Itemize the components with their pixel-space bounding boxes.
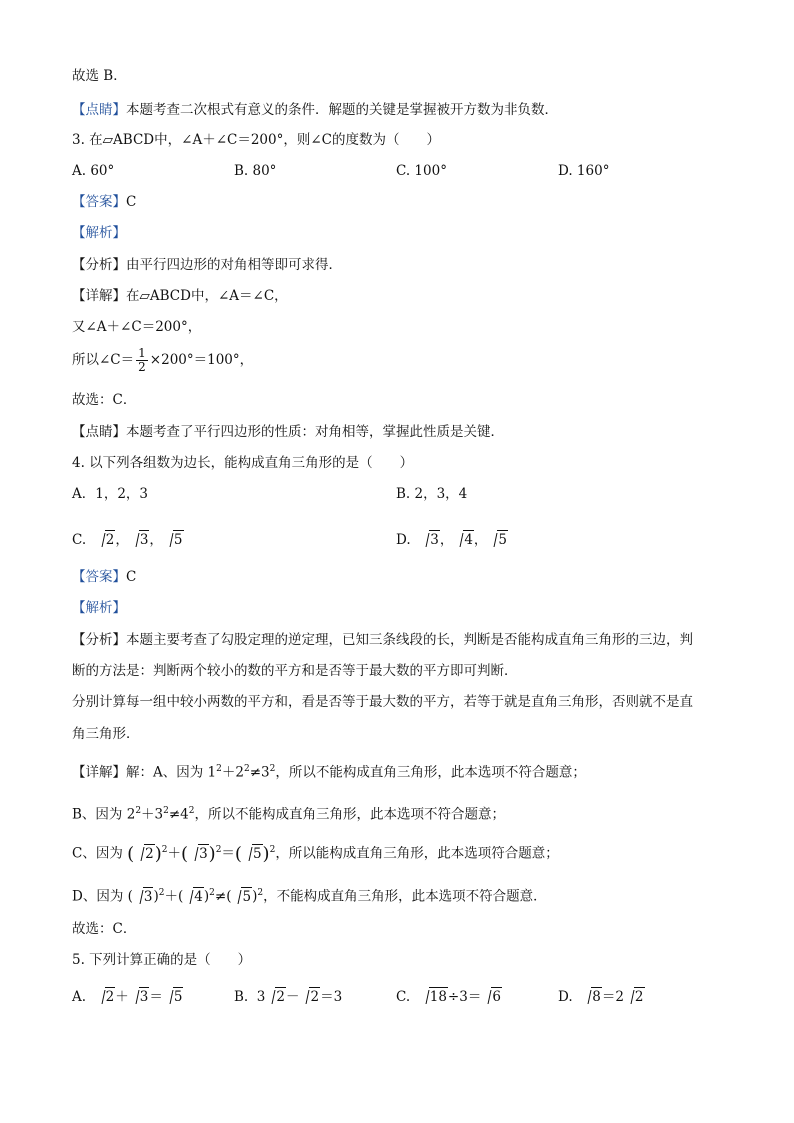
dianjing-text: 本题考查二次根式有意义的条件．解题的关键是掌握被开方数为非负数． xyxy=(126,102,558,118)
xiangjie-text: 在▱ABCD中，∠A＝∠C， xyxy=(126,288,288,304)
q3-xiangjie xyxy=(72,286,288,306)
q5-option-b: B. 3 2－ 2＝3 xyxy=(234,989,343,1005)
q4-xiangjie-b: B、因为 $2^2+3^2\ne 4^2$，所以不能构成直角三角形，此本选项不符合题意； xyxy=(72,806,506,823)
q4-answer xyxy=(72,567,136,587)
dianjing-tag-2: 【点睛】 xyxy=(72,424,126,440)
q3-fenxi xyxy=(72,255,342,275)
option-label: C. xyxy=(72,532,87,548)
q4-fenxi-2: 断的方法是：判断两个较小的数的平方和是否等于最大数的平方即可判断． xyxy=(72,663,518,679)
fenxi-tag: 【分析】 xyxy=(72,632,126,648)
q3-line-3-post: ×200°＝100°， xyxy=(149,352,254,368)
q3-option-b: B. 80° xyxy=(234,163,277,179)
xiangjie-b-pre: B、因为 xyxy=(72,806,123,823)
answer-tag: 【答案】 xyxy=(72,194,126,210)
option-label: D. xyxy=(558,989,573,1005)
q4-option-c: C. 2， 3， 5 xyxy=(72,532,183,548)
xiangjie-a-post: ，所以不能构成直角三角形，此本选项不符合题意； xyxy=(275,764,586,781)
answer-tag: 【答案】 xyxy=(72,569,126,585)
q3-dianjing xyxy=(72,422,504,442)
q3-line-3 xyxy=(72,343,253,377)
q4-option-d: D. 3， 4， 5 xyxy=(396,532,508,548)
q3-analysis-tag: 【解析】 xyxy=(72,225,126,241)
q3-answer xyxy=(72,192,136,212)
q3-line-3-pre: 所以∠C＝ xyxy=(72,352,135,368)
question-4: 4. 以下列各组数为边长，能构成直角三角形的是（ ） xyxy=(72,455,414,471)
xiangjie-tag: 【详解】 xyxy=(72,764,126,781)
xiangjie-a-pre: 解：A、因为 xyxy=(126,764,204,781)
xiangjie-c-post: ，所以能构成直角三角形，此本选项符合题意； xyxy=(275,845,559,862)
question-3: 3. 在▱ABCD中，∠A＋∠C＝200°，则∠C的度数为（ ） xyxy=(72,132,440,148)
xiangjie-c-pre: C、因为 xyxy=(72,845,123,862)
q4-option-a: A．1，2，3 xyxy=(72,486,149,502)
q3-line-2: 又∠A＋∠C＝200°， xyxy=(72,319,202,335)
option-label: A. xyxy=(72,989,87,1005)
q3-choice: 故选：C． xyxy=(72,392,137,408)
xiangjie-d-pre: D、因为 xyxy=(72,888,124,905)
q4-paragraph-1: 分别计算每一组中较小两数的平方和，看是否等于最大数的平方，若等于就是直角三角形，否则就不是直 xyxy=(72,694,693,710)
dianjing-text-2: 本题考查了平行四边形的性质：对角相等，掌握此性质是关键． xyxy=(126,424,504,440)
xiangjie-b-post: ，所以不能构成直角三角形，此本选项不符合题意； xyxy=(194,806,506,823)
q5-option-c: C. 18÷3＝ 6 xyxy=(396,989,501,1005)
q5-option-a: A. 2＋ 3＝ 5 xyxy=(72,989,183,1005)
q3-option-d: D. 160° xyxy=(558,163,610,179)
comment-line xyxy=(72,100,558,120)
fraction-numerator: 1 xyxy=(138,346,146,360)
option-label: C. xyxy=(396,989,411,1005)
q4-fenxi-1 xyxy=(72,630,693,650)
xiangjie-tag: 【详解】 xyxy=(72,288,126,304)
option-label: B. xyxy=(234,989,249,1005)
q4-xiangjie-a: 【详解】解：A、因为 $1^2+2^2\ne 3^2$，所以不能构成直角三角形，此本选项不符合题意； xyxy=(72,764,586,781)
dianjing-tag: 【点睛】 xyxy=(72,102,126,118)
question-5: 5. 下列计算正确的是（ ） xyxy=(72,952,252,968)
q4-option-b: B. 2，3，4 xyxy=(396,486,468,502)
answer-choice-line: 故选 B． xyxy=(72,68,127,84)
fraction-denominator: 2 xyxy=(138,360,146,374)
q4-paragraph-2: 角三角形． xyxy=(72,726,140,742)
fraction xyxy=(136,347,148,374)
xiangjie-d-post: ，不能构成直角三角形，此本选项不符合题意． xyxy=(263,888,547,905)
q3-option-a: A. 60° xyxy=(72,163,115,179)
q4-xiangjie-c: C、因为 ( 2)$^2$＋( 3)$^2$＝( 5)$^2$，所以能构成直角三角形，此本选项符合题意； xyxy=(72,843,559,865)
fenxi-text: 本题主要考查了勾股定理的逆定理，已知三条线段的长，判断是否能构成直角三角形的三边，判 xyxy=(126,632,693,648)
q5-option-d: D. 8＝2 2 xyxy=(558,989,644,1005)
q4-xiangjie-d: D、因为 ( 3)$^2$＋( 4)$^2$≠( 5)$^2$，不能构成直角三角形，此本选项不符合题意． xyxy=(72,888,547,905)
q3-option-c: C. 100° xyxy=(396,163,447,179)
fenxi-tag: 【分析】 xyxy=(72,257,126,273)
answer-value: C xyxy=(126,569,137,585)
q4-analysis-tag: 【解析】 xyxy=(72,600,126,616)
q4-choice: 故选：C． xyxy=(72,921,137,937)
fenxi-text: 由平行四边形的对角相等即可求得． xyxy=(126,257,342,273)
answer-value: C xyxy=(126,194,137,210)
option-label: D. xyxy=(396,532,411,548)
